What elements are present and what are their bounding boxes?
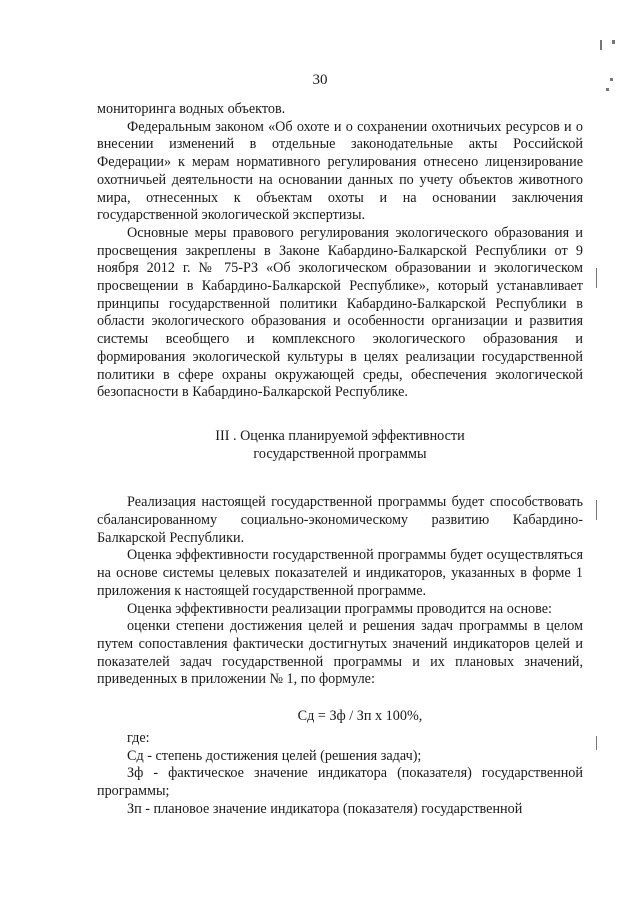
- scan-mark: [596, 268, 597, 288]
- formula: Сд = Зф / Зп х 100%,: [297, 708, 423, 725]
- paragraph-hunting-law: Федеральным законом «Об охоте и о сохранении охотничьих ресурсов и о внесении изменений в отдельные законодательные акты Российской Федерации» к мерам нормативного регулирования отнесено лицензирование охотничьей деятельности на основании данных по учету объектов животного мира, отнесенных к объектам охоты и на основании заключения государственной экологической экспертизы.: [97, 118, 583, 224]
- definition-sd: Сд - степень достижения целей (решения задач);: [127, 747, 422, 764]
- scan-mark: [612, 40, 615, 44]
- scan-mark: [610, 78, 613, 81]
- page-number: 30: [312, 72, 328, 88]
- paragraph-evaluation: Оценка эффективности государственной программы будет осуществляться на основе системы целевых показателей и индикаторов, указанных в форме 1 приложения к настоящей государственной программе.: [97, 547, 583, 599]
- section-heading-line-2: государственной программы: [253, 445, 427, 462]
- paragraph-ecological-education: Основные меры правового регулирования экологического образования и просвещения закреплены в Законе Кабардино-Балкарской Республики от 9 ноября 2012 г. № 75-РЗ «Об экологическом образовании и экологическом просвещении в Кабардино-Балкарской Республике», который устанавливает принципы государственной политики Кабардино-Балкарской Республики в области экологического образования и особенности организации и развития системы всеобщего и комплексного экологического образования и формирования экологической культуры в целях реализации государственной политики в сфере охраны окружающей среды, обеспечения экологической безопасности в Кабардино-Балкарской Республике.: [97, 224, 583, 401]
- paragraph-goal-assessment: оценки степени достижения целей и решения задач программы в целом путем сопоставления фактически достигнутых значений индикаторов целей и показателей задач государственной программы и их плановых значений, приведенных в приложении № 1, по формуле:: [97, 618, 583, 688]
- scan-mark: [596, 736, 597, 750]
- paragraph-implementation: Реализация настоящей государственной программы будет способствовать сбалансированному социально-экономическому развитию Кабардино-Балкарской Республики.: [97, 494, 583, 546]
- scan-mark: [596, 500, 597, 520]
- document-body: [97, 101, 583, 818]
- section-heading: [97, 428, 583, 463]
- definition-zp: Зп - плановое значение индикатора (показателя) государственной: [127, 800, 523, 817]
- section-heading-line-1: III . Оценка планируемой эффективности: [215, 427, 465, 444]
- scan-mark: [600, 40, 602, 50]
- paragraph-evaluation-basis: Оценка эффективности реализации программы проводится на основе:: [127, 600, 552, 617]
- definition-where: где:: [127, 729, 150, 746]
- paragraph-continuation: мониторинга водных объектов.: [97, 101, 286, 117]
- scan-mark: [606, 88, 609, 91]
- definition-zf: Зф - фактическое значение индикатора (показателя) государственной программы;: [97, 765, 583, 799]
